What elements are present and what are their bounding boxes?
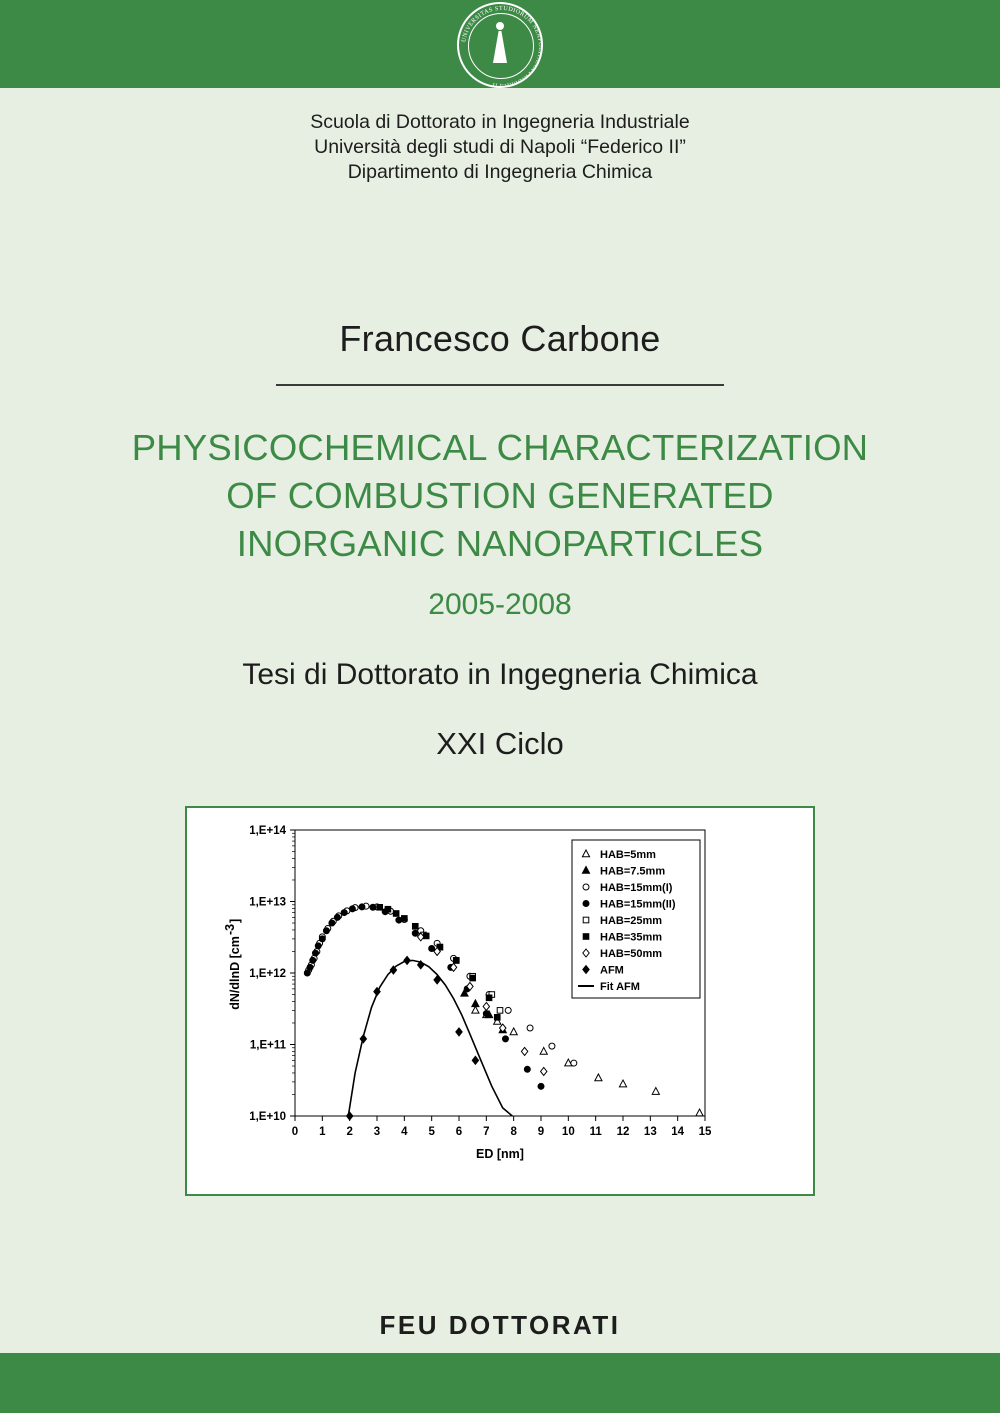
marker: [483, 1011, 489, 1017]
marker: [497, 1008, 503, 1014]
marker: [549, 1043, 555, 1049]
x-tick-label: 10: [561, 1126, 575, 1138]
marker: [359, 904, 365, 910]
seal-ring-text-path: UNIVERSITAS STUDIORUM NEAPOLITANA FRIDERICI II: [460, 4, 545, 90]
marker: [377, 904, 383, 910]
x-tick-label: 6: [455, 1126, 463, 1138]
marker: [412, 930, 418, 936]
legend-label: HAB=35mm: [600, 931, 663, 944]
marker: [341, 910, 347, 916]
marker: [486, 995, 492, 1001]
marker: [307, 964, 313, 970]
y-tick-label: 1,E+12: [249, 968, 286, 980]
y-tick-label: 1,E+10: [249, 1111, 286, 1123]
legend-label: HAB=7.5mm: [600, 865, 666, 878]
institution-line-1: Scuola di Dottorato in Ingegneria Industriale: [310, 111, 690, 133]
marker: [412, 923, 418, 929]
y-axis-label: dN/dlnD [cm: [228, 936, 242, 1010]
x-tick-label: 0: [291, 1126, 299, 1138]
publisher-footer: FEU DOTTORATI: [379, 1310, 621, 1340]
marker: [524, 1066, 530, 1072]
y-axis-label-group: [223, 919, 242, 1010]
author-name: Francesco Carbone: [339, 318, 661, 359]
marker: [323, 928, 329, 934]
marker: [393, 911, 399, 917]
x-tick-label: 13: [643, 1126, 657, 1138]
bottom-green-band: [0, 1353, 1000, 1413]
legend-label: HAB=25mm: [600, 915, 663, 927]
marker: [538, 1083, 544, 1089]
seal-figure-body: [493, 31, 507, 63]
marker: [315, 943, 321, 949]
y-tick-label: 1,E+13: [249, 896, 286, 909]
institution-line-3: Dipartimento di Ingegneria Chimica: [347, 161, 653, 183]
legend-label: HAB=50mm: [600, 948, 663, 960]
x-tick-label: 11: [589, 1126, 602, 1138]
marker: [429, 946, 435, 952]
legend-label: AFM: [600, 964, 624, 977]
x-tick-label: 3: [373, 1126, 381, 1138]
marker: [505, 1007, 511, 1013]
x-axis-label: ED [nm]: [476, 1147, 524, 1161]
y-axis-label-exponent: -3: [223, 923, 237, 935]
divider-rule: [276, 384, 724, 386]
marker: [319, 936, 325, 942]
x-tick-label: 4: [401, 1126, 408, 1138]
university-seal: [457, 2, 543, 88]
title-line-3: INORGANIC NANOPARTICLES: [236, 523, 764, 564]
x-tick-label: 14: [671, 1126, 685, 1138]
marker: [494, 1015, 500, 1021]
years-range: 2005-2008: [428, 588, 572, 621]
marker: [527, 1025, 533, 1031]
y-tick-label: 1,E+11: [249, 1039, 286, 1052]
marker: [423, 933, 429, 939]
marker: [310, 957, 316, 963]
marker: [583, 917, 589, 923]
x-tick-label: 8: [510, 1126, 517, 1138]
x-tick-label: 9: [537, 1126, 545, 1138]
marker: [313, 950, 319, 956]
marker: [571, 1060, 577, 1066]
title-line-1: PHYSICOCHEMICAL CHARACTERIZATION: [131, 427, 869, 468]
marker: [385, 906, 391, 912]
legend-label: Fit AFM: [600, 981, 640, 993]
marker: [583, 901, 589, 907]
cover-figure: [185, 806, 815, 1196]
x-tick-label: 5: [428, 1126, 435, 1138]
marker: [402, 916, 408, 922]
marker: [470, 975, 476, 981]
seal-circle: [457, 2, 543, 88]
marker: [583, 934, 589, 940]
x-tick-label: 1: [319, 1126, 326, 1138]
x-tick-label: 12: [616, 1126, 630, 1138]
x-tick-label: 7: [483, 1126, 490, 1138]
institution-block: [0, 110, 1000, 185]
x-tick-label: 2: [346, 1126, 353, 1138]
thesis-subtitle: Tesi di Dottorato in Ingegneria Chimica: [242, 658, 758, 691]
marker: [583, 884, 589, 890]
doctoral-cycle: XXI Ciclo: [436, 726, 564, 761]
y-tick-label: 1,E+14: [249, 825, 286, 837]
marker: [304, 970, 310, 976]
marker: [370, 904, 376, 910]
legend-label: HAB=5mm: [600, 849, 656, 861]
marker: [502, 1036, 508, 1042]
page-title: [0, 424, 1000, 568]
seal-figure-head: [496, 22, 504, 30]
y-axis-label-tail: ]: [228, 918, 242, 923]
legend-label: HAB=15mm(II): [600, 898, 676, 911]
marker: [453, 958, 459, 964]
seal-figure-icon: [490, 22, 510, 72]
title-line-2: OF COMBUSTION GENERATED: [226, 475, 774, 516]
marker: [396, 917, 402, 923]
legend-label: HAB=15mm(I): [600, 882, 673, 894]
marker: [349, 906, 355, 912]
x-tick-label: 15: [698, 1126, 712, 1138]
institution-line-2: Università degli studi di Napoli “Federico II”: [314, 136, 686, 158]
particle-size-distribution-chart: [187, 808, 813, 1194]
marker: [334, 914, 340, 920]
marker: [329, 920, 335, 926]
